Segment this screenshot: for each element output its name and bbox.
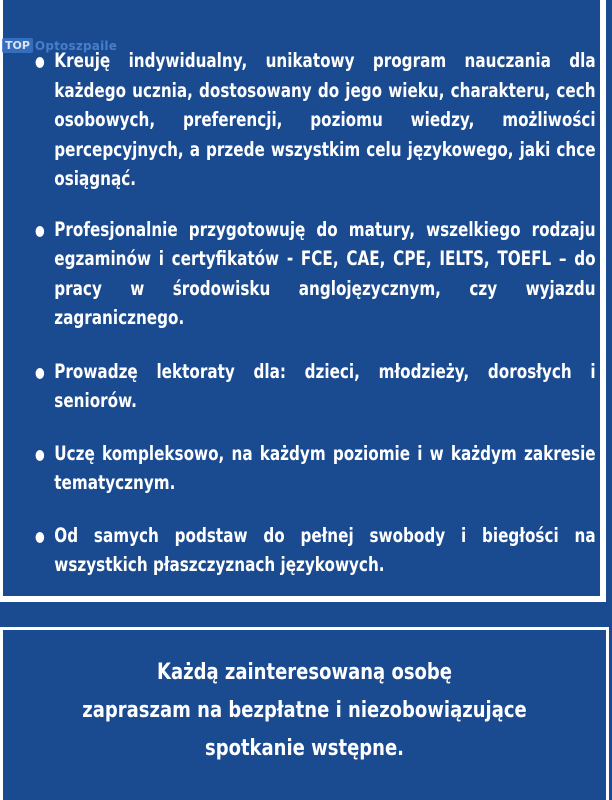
bullet-dot-icon: [36, 532, 45, 543]
watermark-badge: TOP: [2, 38, 33, 53]
list-item-text: Prowadzę lektoraty dla: dzieci, młodzieży, dorosłych i seniorów.: [54, 359, 596, 412]
bullet-dot-icon: [36, 226, 45, 237]
list-item: [34, 46, 596, 194]
list-item-text: Uczę kompleksowo, na każdym poziomie i w każdym zakresie tematycznym.: [54, 441, 596, 494]
list-item: [34, 439, 596, 498]
list-item: [34, 357, 596, 416]
list-item: [34, 521, 596, 580]
invitation-text: [3, 653, 606, 767]
list-item-text: Kreuję indywidualny, unikatowy program nauczania dla każdego ucznia, dostosowany do jego wieku, charakteru, cech osobowych, preferencji, poziomu wiedzy, możliwości percepcyjnych, a przede wszystkim celu językowego, jaki chce osiągnąć.: [54, 49, 596, 190]
invitation-line-3: spotkanie wstępne.: [204, 735, 405, 761]
invitation-line-2: zapraszam na bezpłatne i niezobowiązujące: [82, 697, 527, 723]
services-list: [34, 46, 596, 604]
bullet-dot-icon: [36, 368, 45, 379]
invitation-line-1: Każdą zainteresowaną osobę: [157, 659, 452, 685]
bullet-dot-icon: [36, 450, 45, 461]
list-item-text: Profesjonalnie przygotowuję do matury, wszelkiego rodzaju egzaminów i certyfikatów - FCE, CAE, CPE, IELTS, TOEFL – do pracy w środowisku anglojęzycznym, czy wyjazdu zagranicznego.: [54, 217, 596, 329]
bullet-dot-icon: [36, 57, 45, 68]
list-item-text: Od samych podstaw do pełnej swobody i biegłości na wszystkich płaszczyznach językowych.: [54, 523, 596, 576]
watermark-site: Optoszpaile: [34, 38, 118, 53]
list-item: [34, 215, 596, 333]
invitation-panel: [0, 627, 609, 800]
